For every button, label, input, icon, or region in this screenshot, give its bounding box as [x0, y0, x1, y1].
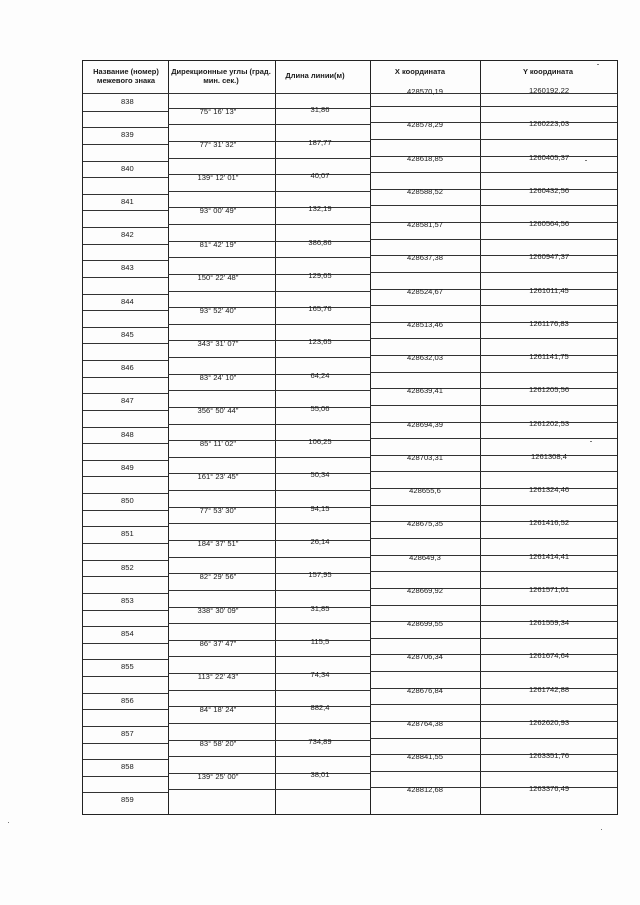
- row-divider: [83, 127, 168, 128]
- x-coordinate: 428703,31: [407, 452, 443, 462]
- header-y: Y координата: [522, 67, 574, 76]
- directional-angle: 113° 22' 43": [197, 672, 239, 682]
- y-coordinate: 1263376,49: [528, 784, 570, 794]
- row-divider: [168, 424, 370, 425]
- y-coordinate: 1261324,46: [528, 485, 570, 495]
- row-divider: [168, 723, 370, 724]
- row-divider: [168, 457, 370, 458]
- directional-angle: 83° 24' 10": [199, 372, 237, 382]
- x-coordinate: 428655,6: [409, 486, 441, 496]
- y-coordinate: 1261571,01: [528, 584, 570, 594]
- boundary-mark-name: 840: [121, 163, 134, 173]
- row-divider: [83, 610, 168, 611]
- row-divider: [83, 343, 168, 344]
- scan-speck: [597, 64, 599, 65]
- row-divider: [83, 260, 168, 261]
- x-coordinate: 428632,03: [407, 353, 443, 363]
- row-divider: [83, 427, 168, 428]
- row-divider: [83, 277, 168, 278]
- line-length: 386,86: [308, 237, 332, 247]
- row-divider: [83, 593, 168, 594]
- line-length: 129,65: [308, 270, 332, 280]
- row-divider: [370, 272, 617, 273]
- boundary-mark-name: 850: [121, 496, 134, 506]
- boundary-mark-name: 859: [121, 795, 134, 805]
- y-coordinate: 1260223,03: [528, 119, 570, 129]
- boundary-mark-name: 841: [121, 196, 134, 206]
- row-divider: [83, 194, 168, 195]
- row-divider: [83, 393, 168, 394]
- boundary-mark-name: 839: [121, 130, 134, 140]
- directional-angle: 86° 37' 47": [199, 638, 237, 648]
- y-coordinate: 1260432,56: [528, 185, 570, 195]
- row-divider: [370, 305, 617, 306]
- x-coordinate: 428581,57: [407, 220, 443, 230]
- line-length: 115,5: [310, 636, 330, 646]
- boundary-mark-name: 846: [121, 363, 134, 373]
- x-coordinate: 428676,84: [407, 685, 443, 695]
- y-coordinate: 1260947,37: [528, 252, 570, 262]
- row-divider: [83, 493, 168, 494]
- row-divider: [370, 605, 617, 606]
- x-coordinate: 428639,41: [407, 386, 443, 396]
- directional-angle: 150° 22' 48": [197, 272, 239, 282]
- row-divider: [370, 471, 617, 472]
- directional-angle: 83° 58' 20": [199, 738, 237, 748]
- y-coordinate: 1261742,88: [528, 684, 570, 694]
- line-length: 106,25: [308, 437, 332, 447]
- row-divider: [168, 756, 370, 757]
- row-divider: [370, 671, 617, 672]
- x-coordinate: 428699,55: [407, 619, 443, 629]
- line-length: 74,34: [310, 670, 330, 680]
- line-length: 132,19: [308, 204, 332, 214]
- row-divider: [168, 291, 370, 292]
- boundary-mark-name: 852: [121, 562, 134, 572]
- boundary-mark-name: 842: [121, 230, 134, 240]
- boundary-mark-name: 845: [121, 329, 134, 339]
- row-divider: [168, 490, 370, 491]
- y-coordinate: 1261416,52: [528, 518, 570, 528]
- directional-angle: 85° 11' 02": [199, 439, 237, 449]
- directional-angle: 338° 30' 09": [197, 605, 239, 615]
- boundary-mark-name: 854: [121, 629, 134, 639]
- row-divider: [168, 191, 370, 192]
- y-coordinate: 1263351,76: [528, 751, 570, 761]
- row-divider: [370, 405, 617, 406]
- boundary-coordinates-table: [82, 60, 618, 815]
- boundary-mark-name: 849: [121, 462, 134, 472]
- y-coordinate: 1261141,75: [529, 352, 569, 362]
- line-length: 31,86: [310, 104, 330, 114]
- line-length: 26,14: [310, 537, 330, 546]
- boundary-mark-name: 843: [121, 263, 134, 273]
- row-divider: [83, 693, 168, 694]
- row-divider: [83, 709, 168, 710]
- scan-speck: [585, 160, 587, 161]
- boundary-mark-name: 851: [121, 529, 134, 539]
- x-coordinate: 428524,67: [407, 286, 443, 296]
- row-divider: [83, 659, 168, 660]
- directional-angle: 139° 12' 01": [197, 173, 239, 183]
- row-divider: [83, 161, 168, 162]
- directional-angle: 93° 00' 49": [199, 206, 237, 216]
- header-angle: Дирекционные углы (град. мин. сек.): [171, 67, 271, 85]
- boundary-mark-name: 847: [121, 396, 134, 406]
- line-length: 55,06: [310, 403, 330, 413]
- directional-angle: 77° 53' 30": [199, 505, 237, 515]
- line-length: 734,89: [308, 736, 332, 746]
- row-divider: [168, 257, 370, 258]
- line-length: 157,95: [308, 570, 332, 580]
- boundary-mark-name: 858: [121, 762, 134, 772]
- row-divider: [370, 704, 617, 705]
- row-divider: [370, 771, 617, 772]
- row-divider: [83, 460, 168, 461]
- boundary-mark-name: 844: [121, 296, 134, 306]
- row-divider: [83, 792, 168, 793]
- boundary-mark-name: 857: [121, 728, 134, 738]
- row-divider: [168, 124, 370, 125]
- row-divider: [168, 390, 370, 391]
- line-length: 94,15: [310, 503, 330, 513]
- row-divider: [370, 738, 617, 739]
- row-divider: [83, 526, 168, 527]
- directional-angle: 77° 31' 32": [199, 139, 237, 149]
- line-length: 50,34: [310, 470, 330, 480]
- row-divider: [168, 324, 370, 325]
- row-divider: [168, 357, 370, 358]
- x-coordinate: 428513,46: [407, 319, 443, 329]
- row-divider: [83, 111, 168, 112]
- row-divider: [83, 643, 168, 644]
- row-divider: [83, 676, 168, 677]
- row-divider: [83, 244, 168, 245]
- scan-speck: [590, 441, 592, 442]
- directional-angle: 184° 37' 51": [197, 539, 239, 548]
- row-divider: [83, 576, 168, 577]
- x-coordinate: 428570,19: [407, 87, 443, 96]
- directional-angle: 84° 18' 24": [199, 705, 237, 715]
- row-divider: [83, 543, 168, 544]
- header-name: Название (номер) межевого знака: [93, 67, 159, 85]
- directional-angle: 82° 29' 56": [199, 572, 237, 582]
- row-divider: [83, 227, 168, 228]
- y-coordinate: 1261011,45: [529, 285, 569, 295]
- directional-angle: 139° 25' 00": [197, 771, 239, 781]
- row-divider: [168, 690, 370, 691]
- row-divider: [83, 476, 168, 477]
- x-coordinate: 428812,68: [407, 785, 443, 795]
- y-coordinate: 1261308,4: [531, 451, 567, 461]
- row-divider: [83, 776, 168, 777]
- row-divider: [168, 557, 370, 558]
- directional-angle: 343° 31' 07": [197, 339, 239, 349]
- row-divider: [83, 310, 168, 311]
- line-length: 38,01: [310, 769, 330, 779]
- row-divider: [370, 139, 617, 140]
- boundary-mark-name: 856: [121, 695, 134, 705]
- x-coordinate: 428694,39: [407, 419, 443, 429]
- header-length: Длина линии(м): [285, 71, 345, 80]
- line-length: 31,85: [310, 603, 330, 613]
- row-divider: [83, 327, 168, 328]
- y-coordinate: 1262620,93: [528, 717, 570, 727]
- row-divider: [83, 743, 168, 744]
- line-length: 882,4: [310, 703, 330, 713]
- line-length: 187,77: [308, 137, 332, 147]
- header-x: X координата: [394, 67, 446, 76]
- row-divider: [83, 360, 168, 361]
- row-divider: [83, 210, 168, 211]
- row-divider: [370, 172, 617, 173]
- directional-angle: 81° 42' 19": [199, 239, 237, 249]
- row-divider: [83, 560, 168, 561]
- row-divider: [168, 656, 370, 657]
- x-coordinate: 428675,35: [407, 519, 443, 529]
- x-coordinate: 428669,92: [407, 585, 443, 595]
- row-divider: [83, 410, 168, 411]
- y-coordinate: 1261176,83: [529, 318, 569, 328]
- row-divider: [168, 158, 370, 159]
- directional-angle: 356° 50' 44": [197, 405, 239, 415]
- row-divider: [168, 523, 370, 524]
- y-coordinate: 1260192,22: [528, 86, 570, 95]
- x-coordinate: 428841,55: [407, 752, 443, 762]
- row-divider: [168, 623, 370, 624]
- scan-speck: [601, 829, 602, 830]
- row-divider: [83, 443, 168, 444]
- boundary-mark-name: 848: [121, 429, 134, 439]
- scan-speck: [8, 822, 9, 823]
- row-divider: [83, 510, 168, 511]
- row-divider: [83, 177, 168, 178]
- x-coordinate: 428588,52: [407, 186, 443, 196]
- x-coordinate: 428578,29: [407, 120, 443, 130]
- row-divider: [370, 538, 617, 539]
- line-length: 64,24: [310, 370, 330, 380]
- boundary-mark-name: 853: [121, 595, 134, 605]
- row-divider: [370, 239, 617, 240]
- line-length: 123,65: [308, 337, 332, 347]
- row-divider: [370, 638, 617, 639]
- row-divider: [370, 438, 617, 439]
- row-divider: [370, 106, 617, 107]
- row-divider: [83, 144, 168, 145]
- x-coordinate: 428649,3: [409, 552, 441, 562]
- row-divider: [83, 759, 168, 760]
- y-coordinate: 1261674,64: [528, 651, 570, 661]
- row-divider: [168, 224, 370, 225]
- y-coordinate: 1261205,56: [528, 385, 570, 395]
- line-length: 40,07: [310, 171, 330, 181]
- row-divider: [83, 726, 168, 727]
- row-divider: [83, 294, 168, 295]
- row-divider: [370, 571, 617, 572]
- line-length: 165,76: [308, 304, 332, 314]
- directional-angle: 75° 16' 13": [199, 106, 237, 116]
- y-coordinate: 1260564,56: [528, 219, 570, 229]
- row-divider: [168, 789, 370, 790]
- row-divider: [370, 338, 617, 339]
- y-coordinate: 1261202,53: [528, 418, 570, 428]
- boundary-mark-name: 838: [121, 97, 134, 106]
- x-coordinate: 428618,85: [407, 153, 443, 163]
- row-divider: [83, 377, 168, 378]
- y-coordinate: 1260405,37: [528, 152, 570, 162]
- x-coordinate: 428764,38: [407, 718, 443, 728]
- y-coordinate: 1261559,34: [528, 618, 570, 628]
- directional-angle: 93° 52' 40": [199, 306, 237, 316]
- directional-angle: 161° 23' 45": [197, 472, 239, 482]
- x-coordinate: 428706,34: [407, 652, 443, 662]
- boundary-mark-name: 855: [121, 662, 134, 672]
- row-divider: [168, 590, 370, 591]
- row-divider: [370, 205, 617, 206]
- row-divider: [83, 626, 168, 627]
- row-divider: [370, 505, 617, 506]
- y-coordinate: 1261414,41: [528, 551, 570, 561]
- x-coordinate: 428637,38: [407, 253, 443, 263]
- row-divider: [370, 372, 617, 373]
